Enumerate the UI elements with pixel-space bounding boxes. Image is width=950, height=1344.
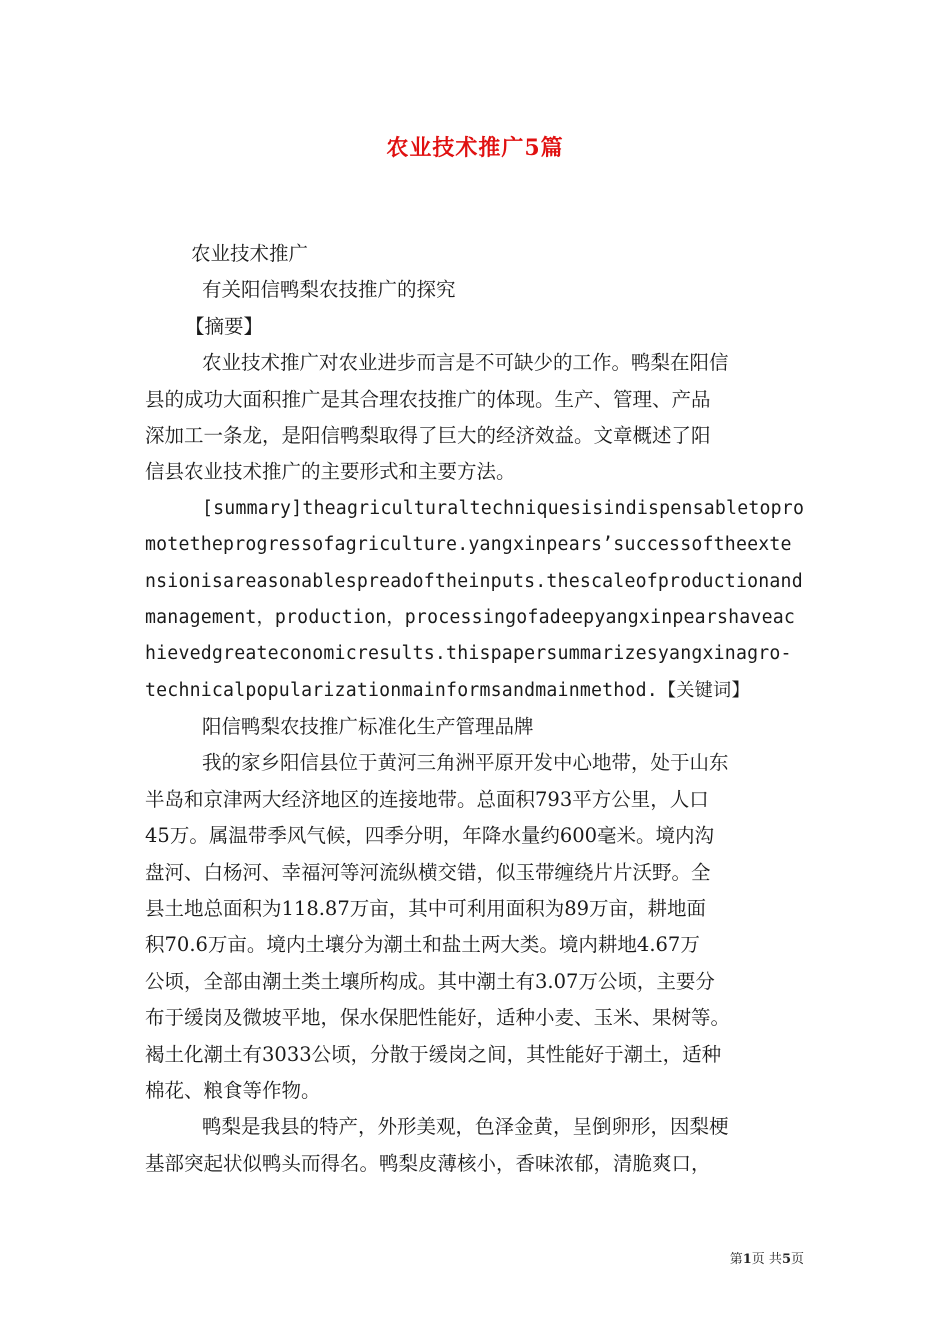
paragraph-line: 我的家乡阳信县位于黄河三角洲平原开发中心地带，处于山东 bbox=[202, 751, 729, 775]
paragraph-line: 县土地总面积为118.87万亩，其中可利用面积为89万亩，耕地面 bbox=[145, 897, 707, 921]
summary-line: nsionisareasonablespreadoftheinputs.thescaleofproductionand bbox=[145, 570, 803, 592]
paragraph-line: 积70.6万亩。境内土壤分为潮土和盐土两大类。境内耕地4.67万 bbox=[145, 933, 700, 957]
summary-line: motetheprogressofagriculture.yangxinpears’successoftheexte bbox=[145, 534, 792, 556]
footer-total-pages: 5 bbox=[781, 1252, 791, 1267]
footer-prefix: 第 bbox=[729, 1252, 743, 1267]
document-body bbox=[145, 236, 825, 1182]
section-heading: 农业技术推广 bbox=[191, 242, 309, 265]
paragraph-line: 45万。属温带季风气候，四季分明，年降水量约600毫米。境内沟 bbox=[145, 824, 715, 848]
paragraph-line: 公顷，全部由潮土类土壤所构成。其中潮土有3.07万公顷，主要分 bbox=[145, 969, 715, 993]
paragraph-line: 半岛和京津两大经济地区的连接地带。总面积793平方公里，人口 bbox=[145, 787, 709, 811]
paragraph-line: 盘河、白杨河、幸福河等河流纵横交错，似玉带缠绕片片沃野。全 bbox=[145, 860, 711, 884]
summary-line: management，production，processingofadeepyangxinpearshaveac bbox=[145, 606, 796, 628]
footer-middle: 页 共 bbox=[751, 1252, 782, 1267]
footer-current-page: 1 bbox=[742, 1252, 752, 1267]
paragraph-line: 信县农业技术推广的主要形式和主要方法。 bbox=[145, 460, 516, 484]
paragraph-line: 鸭梨是我县的特产，外形美观，色泽金黄，呈倒卵形，因梨梗 bbox=[202, 1115, 729, 1139]
paragraph-line: 农业技术推广对农业进步而言是不可缺少的工作。鸭梨在阳信 bbox=[202, 351, 729, 375]
document-title: 农业技术推广5篇 bbox=[386, 135, 564, 161]
footer-suffix: 页 bbox=[790, 1252, 804, 1267]
paragraph-line: 布于缓岗及微坡平地，保水保肥性能好，适种小麦、玉米、果树等。 bbox=[145, 1006, 731, 1030]
summary-line: hievedgreateconomicresults.thispapersummarizesyangxinagro- bbox=[145, 643, 792, 665]
paragraph-line: 基部突起状似鸭头而得名。鸭梨皮薄核小，香味浓郁，清脆爽口， bbox=[145, 1151, 711, 1175]
paragraph-line: 棉花、粮食等作物。 bbox=[145, 1078, 321, 1102]
page-footer bbox=[730, 1248, 804, 1267]
article-title: 有关阳信鸭梨农技推广的探究 bbox=[202, 278, 456, 302]
keywords-line: 阳信鸭梨农技推广标准化生产管理品牌 bbox=[202, 715, 534, 739]
summary-line: technicalpopularizationmainformsandmainmethod.【关键词】 bbox=[145, 679, 750, 701]
summary-line: [summary]theagriculturaltechniquesisindispensabletopro bbox=[202, 497, 805, 519]
paragraph-line: 深加工一条龙，是阳信鸭梨取得了巨大的经济效益。文章概述了阳 bbox=[145, 423, 711, 447]
paragraph-line: 县的成功大面积推广是其合理农技推广的体现。生产、管理、产品 bbox=[145, 387, 711, 411]
abstract-label: 【摘要】 bbox=[185, 314, 264, 338]
paragraph-line: 褐土化潮土有3033公顷，分散于缓岗之间，其性能好于潮土，适种 bbox=[145, 1042, 722, 1066]
